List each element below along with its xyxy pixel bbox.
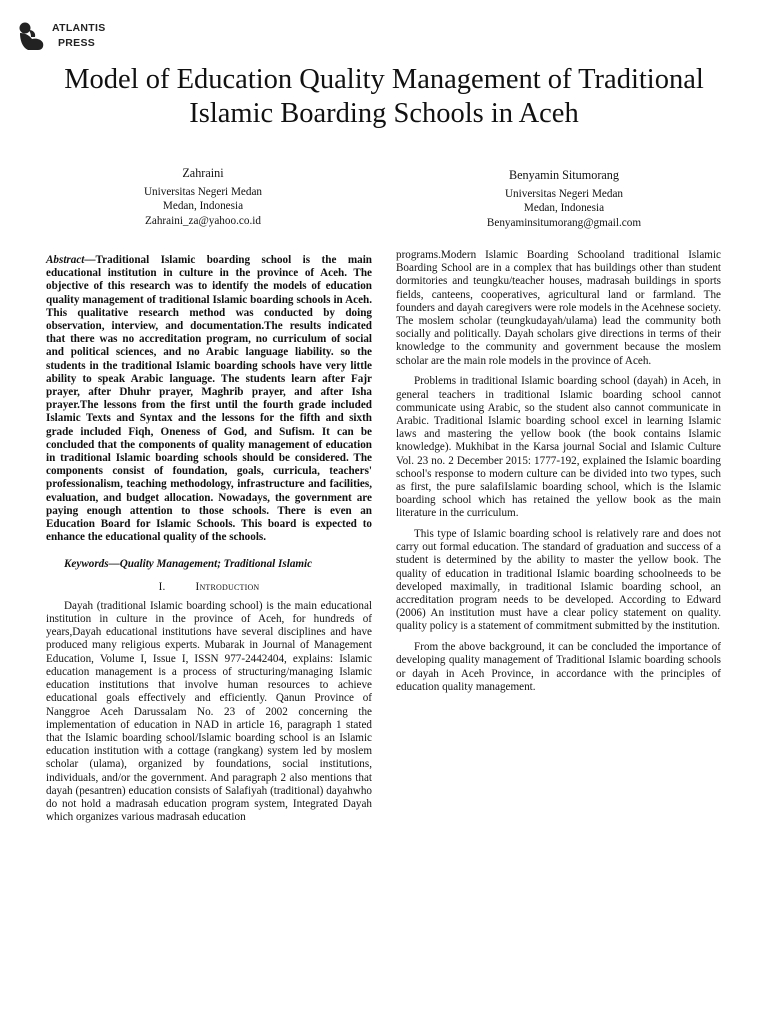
author-name: Zahraini bbox=[182, 166, 224, 180]
right-column bbox=[396, 249, 721, 702]
paper-title: Model of Education Quality Management of Traditional Islamic Boarding Schools in Aceh bbox=[64, 64, 704, 129]
author-affiliation: Universitas Negeri Medan bbox=[504, 187, 624, 200]
author-block-2 bbox=[466, 168, 662, 230]
author-location: Medan, Indonesia bbox=[162, 200, 244, 212]
abstract-text: —Traditional Islamic boarding school is the main educational institution in culture in the province of Aceh. The objective of this research was to identify the models of education quality management of traditional Islamic boarding schools in Aceh. This qualitative research method was conducted by doing observation, interview, and documentation.The results indicated that there was no accreditation program, no curriculum of social and political sciences, and no Arabic language liability. so the students in the traditional Islamic boarding schools have very little ability to speak Arabic language. The students learn after Fajr prayer, after Dhuhr prayer, Maghrib prayer, and after Isha prayer.The lessons from the first until the fourth grade included Islamic Texts and Syntax and the lessons for the fifth and sixth grade included Fiqh, Oneness of God, and Sufism. It can be concluded that the components of quality management of education in traditional Islamic boarding schools should be considered. The components consist of foundation, goals, curricula, teachers' professionalism, teaching methodology, infrastructure and facilities, evaluation, and budget allocation. Nowadays, the government are paying enough attention to those schools. There is even an Education Board for Islamic Schools. This board is expected to enhance the educational quality of the schools. bbox=[46, 254, 372, 544]
atlantis-thinker-icon bbox=[16, 20, 46, 54]
body-paragraph: Dayah (traditional Islamic boarding school) is the main educational institution in culture in the province of Aceh, for hundreds of years,Dayah educational institutions have several disciplines and have produced many religious experts. Mubarak in Journal of Management Education, Volume I, Issue I, ISSN 977-2442404, explains: Islamic education management is a process of structuring/managing Islamic education institutions that involve human resources to achieve educational goals effectively and efficiently. Qanun Province of Nanggroe Aceh Darussalam No. 23 of 2002 concerning the implementation of education in NAD in article 16, paragraph 1 stated that the Islamic boarding school/Islamic boarding school is an Islamic education institution with a cottage (rangkang) system led by moslem scholar (ulama), organized by foundations, social institutions, individuals, and/or the government. And paragraph 2 also mentions that dayah (pesantren) education consists of Salafiyah (traditional) dayahwho do not hold a madrasah education program system, Integrated Dayah which organizes various madrasah education bbox=[46, 599, 372, 824]
abstract-label: Abstract bbox=[46, 254, 85, 266]
body-paragraph: From the above background, it can be concluded the importance of developing quality management of Traditional Islamic boarding schools or dayah in Aceh Province, in accordance with the principles of education quality management. bbox=[396, 641, 721, 693]
publisher-name bbox=[52, 21, 106, 51]
author-location: Medan, Indonesia bbox=[523, 202, 605, 214]
section-heading bbox=[46, 581, 372, 594]
author-email: Benyaminsitumorang@gmail.com bbox=[486, 216, 642, 229]
publisher-name-line2: PRESS bbox=[58, 37, 96, 49]
section-title: Introduction bbox=[195, 580, 260, 593]
section-number: I. bbox=[158, 580, 166, 593]
publisher-name-line1: ATLANTIS bbox=[52, 22, 106, 34]
author-block-1 bbox=[108, 166, 298, 228]
body-paragraph: programs.Modern Islamic Boarding Schooland traditional Islamic Boarding School are in a complex that has buildings other than student dormitories and teungku/teacher houses, madrasah buildings in sports fields, canteens, cooperatives, agricultural land or farmland. The founders and dayah caregivers were role models in the Acehnese society. The moslem scholar (teungkudayah/ulama) lead the community both socially and politically. Dayah scholars give directions in terms of their knowledge to the community and government because the moslem scholar are the main role models in the province of Aceh. bbox=[396, 249, 722, 367]
left-column bbox=[46, 254, 372, 832]
author-email: Zahraini_za@yahoo.co.id bbox=[145, 214, 261, 227]
author-name: Benyamin Situmorang bbox=[508, 168, 619, 182]
author-affiliation: Universitas Negeri Medan bbox=[143, 185, 263, 198]
abstract bbox=[46, 254, 372, 544]
body-paragraph: Problems in traditional Islamic boarding school (dayah) in Aceh, in general teachers in traditional Islamic boarding school cannot communicate using Arabic, so the student also cannot communicate in Arabic. Traditional Islamic boarding school excel in learning Islamic laws and mastering the yellow book (the book contains Islamic knowledge). Mukhibat in the Karsa journal Social and Islamic Culture Vol. 23 no. 2 December 2015: 1777-192, explained the Islamic boarding school's response to modern culture can be divided into two types, such as first, the pure salafiIslamic boarding school, which is the Islamic boarding school which has retained the yellow book as the main literature in the curriculum. bbox=[396, 375, 721, 520]
body-paragraph: This type of Islamic boarding school is relatively rare and does not carry out formal education. The standard of graduation and success of a student is determined by the ability to master the yellow book. The quality of education in traditional Islamic boarding schoolneeds to be developed maximally, in traditional Islamic boarding school, an accreditation program needs to be developed. According to Edward (2006) An institution must have a clear policy statement on quality. quality policy is a statement of commitment submitted by the institution. bbox=[396, 528, 721, 633]
keywords: Keywords—Quality Management; Traditional Islamic bbox=[64, 558, 313, 571]
publisher-logo bbox=[16, 20, 126, 54]
